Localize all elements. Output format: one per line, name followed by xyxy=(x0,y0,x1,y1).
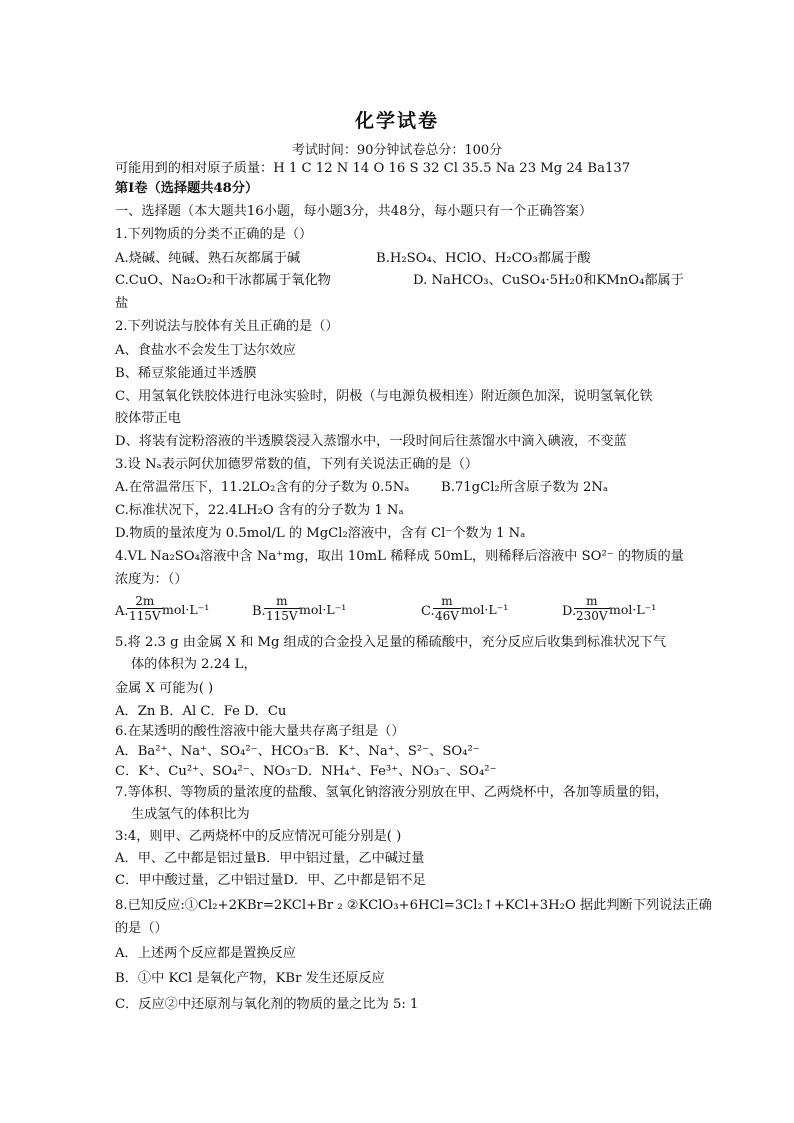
page-title: 化学试卷 xyxy=(354,110,439,132)
q3-option-b: B.71gCl₂所含原子数为 2Nₐ xyxy=(441,480,609,495)
q2-stem: 2.下列说法与胶体有关且正确的是（） xyxy=(115,319,339,334)
q4-option-b-fraction xyxy=(264,594,300,623)
q6-options-ab: A．Ba²⁺、Na⁺、SO₄²⁻、HCO₃⁻B．K⁺、Na⁺、S²⁻、SO₄²⁻ xyxy=(115,744,480,759)
fraction-denominator: 230V xyxy=(576,609,608,623)
q4-option-a-unit: mol·L⁻¹ xyxy=(162,602,210,617)
q3-option-a: A.在常温常压下，11.2LO₂含有的分子数为 0.5Nₐ xyxy=(115,480,410,495)
q1-option-a: A.烧碱、纯碱、熟石灰都属于碱 xyxy=(115,251,301,266)
q4-option-b-label: B. xyxy=(252,604,266,619)
q8-option-b: B．①中 KCl 是氧化产物，KBr 发生还原反应 xyxy=(115,971,385,986)
q7-stem: 7.等体积、等物质的量浓度的盐酸、氢氧化钠溶液分别放在甲、乙两烧杯中，各加等质量的铝， xyxy=(115,785,669,800)
fraction-numerator: m xyxy=(586,594,598,608)
fraction-numerator: m xyxy=(276,594,288,608)
q5-stem: 5.将 2.3 g 由金属 X 和 Mg 组成的合金投入足量的稀硫酸中，充分反应后收集到标准状况下气 xyxy=(115,635,667,650)
q4-option-d-label: D. xyxy=(562,604,577,619)
fraction-numerator: 2m xyxy=(135,594,155,608)
q4-option-d-fraction xyxy=(574,594,610,623)
q4-option-a-label: A. xyxy=(115,604,129,619)
q1-option-b: B.H₂SO₄、HClO、H₂CO₃都属于酸 xyxy=(376,251,591,266)
q5-options: A．Zn B．Al C．Fe D．Cu xyxy=(115,704,287,719)
q5-stem-question: 金属 X 可能为( ) xyxy=(115,681,214,696)
q7-options-ab: A．甲、乙中都是铝过量B．甲中铝过量，乙中碱过量 xyxy=(115,851,425,866)
q1-option-d-cont: 盐 xyxy=(115,296,129,311)
fraction-denominator: 115V xyxy=(129,609,161,623)
q4-option-d-unit: mol·L⁻¹ xyxy=(609,602,657,617)
q7-options-cd: C．甲中酸过量，乙中铝过量D．甲、乙中都是铝不足 xyxy=(115,873,426,888)
q4-option-a-fraction xyxy=(127,594,163,623)
q6-options-cd: C．K⁺、Cu²⁺、SO₄²⁻、NO₃⁻D．NH₄⁺、Fe³⁺、NO₃⁻、SO₄²⁻ xyxy=(115,764,497,779)
q2-option-c: C、用氢氧化铁胶体进行电泳实验时，阴极（与电源负极相连）附近颜色加深，说明氢氧化铁 xyxy=(115,389,653,404)
q8-option-c: C．反应②中还原剂与氧化剂的物质的量之比为 5: 1 xyxy=(115,997,419,1012)
q4-option-c-label: C. xyxy=(421,604,435,619)
q4-stem: 4.VL Na₂SO₄溶液中含 Na⁺mg，取出 10mL 稀释成 50mL，则稀释后溶液中 SO²⁻ 的物质的量 xyxy=(115,549,684,564)
fraction-denominator: 46V xyxy=(435,609,459,623)
q3-option-d: D.物质的量浓度为 0.5mol/L 的 MgCl₂溶液中，含有 Cl⁻个数为 1 Nₐ xyxy=(115,526,526,541)
q7-stem-question: 3:4，则甲、乙两烧杯中的反应情况可能分别是( ) xyxy=(115,829,402,844)
q3-stem: 3.设 Nₐ表示阿伏加德罗常数的值，下列有关说法正确的是（） xyxy=(115,457,479,472)
q2-option-d: D、将装有淀粉溶液的半透膜袋浸入蒸馏水中，一段时间后往蒸馏水中滴入碘液，不变蓝 xyxy=(115,434,627,449)
q1-option-d: D. NaHCO₃、CuSO₄·5H₂0和KMnO₄都属于 xyxy=(413,273,684,288)
q8-stem-cont: 的是（） xyxy=(115,921,168,936)
q6-stem: 6.在某透明的酸性溶液中能大量共存离子组是（） xyxy=(115,724,405,739)
fraction-numerator: m xyxy=(441,594,453,608)
q5-stem-cont: 体的体积为 2.24 L， xyxy=(131,657,257,672)
atomic-masses: 可能用到的相对原子质量：H 1 C 12 N 14 O 16 S 32 Cl 35.5 Na 23 Mg 24 Ba137 xyxy=(115,161,631,176)
q4-option-c-unit: mol·L⁻¹ xyxy=(461,602,509,617)
q7-stem-cont: 生成氢气的体积比为 xyxy=(131,807,250,822)
exam-info: 考试时间：90分钟试卷总分：100分 xyxy=(291,143,503,158)
q8-option-a: A．上述两个反应都是置换反应 xyxy=(115,946,296,961)
q1-option-c: C.CuO、Na₂O₂和干冰都属于氧化物 xyxy=(115,273,331,288)
section-heading: 第Ⅰ卷（选择题共48分） xyxy=(115,181,259,196)
q3-option-c: C.标准状况下，22.4LH₂O 含有的分子数为 1 Nₐ xyxy=(115,503,404,518)
q1-stem: 1.下列物质的分类不正确的是（） xyxy=(115,227,313,242)
q4-option-b-unit: mol·L⁻¹ xyxy=(299,602,347,617)
instructions: 一、选择题（本大题共16小题，每小题3分，共48分，每小题只有一个正确答案） xyxy=(115,204,593,219)
q4-option-c-fraction xyxy=(433,594,461,623)
q8-stem: 8.已知反应:①Cl₂+2KBr=2KCl+Br ₂ ②KClO₃+6HCl=3Cl₂↑+KCl+3H₂O 据此判断下列说法正确 xyxy=(115,898,712,913)
q2-option-c-cont: 胶体带正电 xyxy=(115,411,181,426)
q4-stem-cont: 浓度为：（） xyxy=(115,572,188,587)
q2-option-a: A、食盐水不会发生丁达尔效应 xyxy=(115,343,296,358)
fraction-denominator: 115V xyxy=(266,609,298,623)
q2-option-b: B、稀豆浆能通过半透膜 xyxy=(115,366,257,381)
